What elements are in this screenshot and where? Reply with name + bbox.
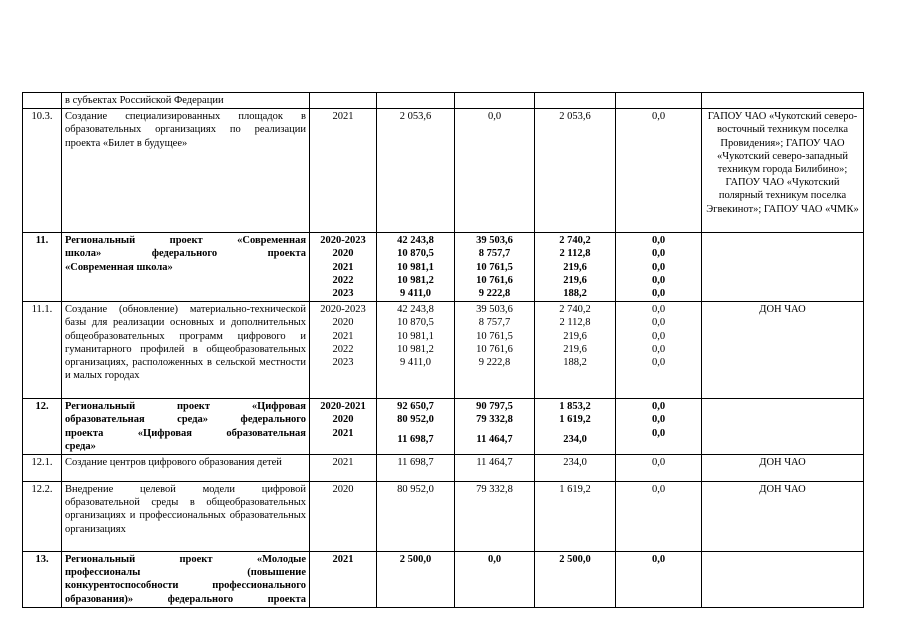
- year-cell: 2020: [310, 482, 377, 552]
- regional-cell: 2 053,6: [535, 109, 616, 233]
- executor-cell: [702, 399, 864, 455]
- row-name: Региональный проект «Молодые профессионалы (повышение конкурентоспособности профессионального образования)» федерального проекта: [62, 552, 310, 608]
- federal-cell: 39 503,6 8 757,7 10 761,5 10 761,6 9 222,8: [455, 233, 535, 302]
- row-number: 13.: [23, 552, 62, 608]
- federal-cell: 11 464,7: [455, 455, 535, 482]
- other-cell: 0,0: [616, 482, 702, 552]
- regional-cell: 234,0: [535, 455, 616, 482]
- regional-cell: 2 740,2 2 112,8 219,6 219,6 188,2: [535, 302, 616, 399]
- regional-cell: 2 500,0: [535, 552, 616, 608]
- table-row: [23, 455, 864, 482]
- table-row: [23, 302, 864, 399]
- other-cell: 0,0: [616, 109, 702, 233]
- row-name: Внедрение целевой модели цифровой образовательной среды в общеобразовательных организациях и профессиональных образовательных организациях: [62, 482, 310, 552]
- total-cell: 80 952,0: [377, 482, 455, 552]
- regional-cell: 1 853,2 1 619,2 234,0: [535, 399, 616, 455]
- executor-cell: ДОН ЧАО: [702, 302, 864, 399]
- row-name: Региональный проект «Современная школа» федерального проекта «Современная школа»: [62, 233, 310, 302]
- other-cell: 0,0: [616, 455, 702, 482]
- row-name: Создание центров цифрового образования детей: [62, 455, 310, 482]
- federal-cell: 0,0: [455, 552, 535, 608]
- row-number: 11.: [23, 233, 62, 302]
- regional-cell: 2 740,2 2 112,8 219,6 219,6 188,2: [535, 233, 616, 302]
- year-cell: 2021: [310, 109, 377, 233]
- row-number: 12.: [23, 399, 62, 455]
- executor-cell: [702, 552, 864, 608]
- other-cell: 0,0 0,0 0,0: [616, 399, 702, 455]
- other-cell: 0,0 0,0 0,0 0,0 0,0: [616, 233, 702, 302]
- row-number: 10.3.: [23, 109, 62, 233]
- federal-cell: 39 503,6 8 757,7 10 761,5 10 761,6 9 222,8: [455, 302, 535, 399]
- total-cell: 11 698,7: [377, 455, 455, 482]
- executor-cell: ДОН ЧАО: [702, 482, 864, 552]
- year-cell: 2020-2023 2020 2021 2022 2023: [310, 302, 377, 399]
- program-table: [22, 92, 864, 608]
- row-name: Региональный проект «Цифровая образовательная среда» федерального проекта «Цифровая образовательная среда»: [62, 399, 310, 455]
- total-cell: 2 500,0: [377, 552, 455, 608]
- row-number: 11.1.: [23, 302, 62, 399]
- row-name: Создание (обновление) материально-технической базы для реализации основных и дополнительных общеобразовательных программ цифрового и гуманитарного профилей в общеобразовательных организациях, расположенных в сельской местности и малых городах: [62, 302, 310, 399]
- table-row: [23, 552, 864, 608]
- row-number: 12.2.: [23, 482, 62, 552]
- row-name: в субъектах Российской Федерации: [62, 93, 310, 109]
- table-row: [23, 93, 864, 109]
- year-cell: 2020-2021 2020 2021: [310, 399, 377, 455]
- table-row: [23, 233, 864, 302]
- table-row: [23, 399, 864, 455]
- regional-cell: 1 619,2: [535, 482, 616, 552]
- other-cell: 0,0 0,0 0,0 0,0 0,0: [616, 302, 702, 399]
- table-row: [23, 109, 864, 233]
- federal-cell: 0,0: [455, 109, 535, 233]
- year-cell: 2021: [310, 455, 377, 482]
- row-number: 12.1.: [23, 455, 62, 482]
- table-row: [23, 482, 864, 552]
- executor-cell: [702, 233, 864, 302]
- total-cell: 2 053,6: [377, 109, 455, 233]
- total-cell: 92 650,7 80 952,0 11 698,7: [377, 399, 455, 455]
- total-cell: 42 243,8 10 870,5 10 981,1 10 981,2 9 411,0: [377, 233, 455, 302]
- executor-cell: ДОН ЧАО: [702, 455, 864, 482]
- federal-cell: 79 332,8: [455, 482, 535, 552]
- year-cell: 2020-2023 2020 2021 2022 2023: [310, 233, 377, 302]
- federal-cell: 90 797,5 79 332,8 11 464,7: [455, 399, 535, 455]
- executor-cell: ГАПОУ ЧАО «Чукотский северо-восточный техникум поселка Провидения»; ГАПОУ ЧАО «Чукотский северо-западный техникум города Билибино»; ГАПОУ ЧАО «Чукотский полярный техникум поселка Эгвекинот»; ГАПОУ ЧАО «ЧМК»: [702, 109, 864, 233]
- other-cell: 0,0: [616, 552, 702, 608]
- total-cell: 42 243,8 10 870,5 10 981,1 10 981,2 9 411,0: [377, 302, 455, 399]
- year-cell: 2021: [310, 552, 377, 608]
- row-name: Создание специализированных площадок в образовательных организациях по реализации проекта «Билет в будущее»: [62, 109, 310, 233]
